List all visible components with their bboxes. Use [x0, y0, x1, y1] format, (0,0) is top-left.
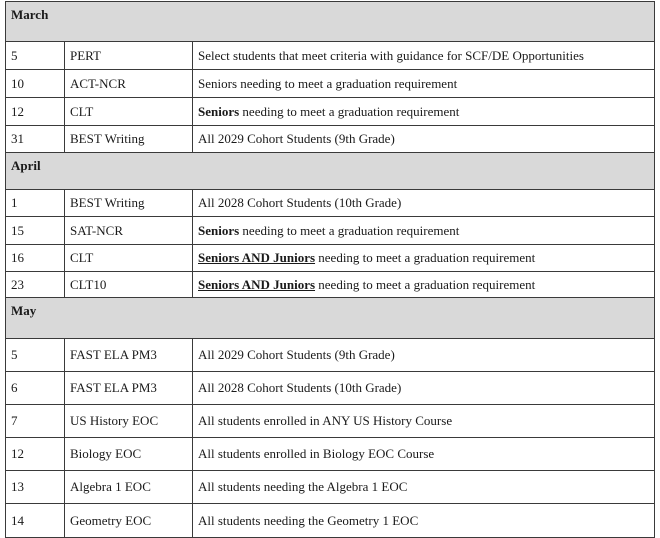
description-cell: All students needing the Algebra 1 EOC	[193, 471, 655, 504]
table-row	[6, 190, 655, 217]
test-cell: BEST Writing	[65, 126, 193, 153]
test-cell: SAT-NCR	[65, 217, 193, 245]
test-cell: CLT	[65, 245, 193, 272]
description-cell: All 2028 Cohort Students (10th Grade)	[193, 372, 655, 405]
description-emphasis: Seniors AND Juniors	[198, 276, 316, 292]
description-text: needing to meet a graduation requirement	[239, 103, 460, 119]
table-row	[6, 272, 655, 298]
date-cell: 16	[6, 245, 65, 272]
table-row	[6, 471, 655, 504]
month-label: May	[6, 298, 655, 339]
description-cell: All students enrolled in ANY US History Course	[193, 405, 655, 438]
table-row	[6, 42, 655, 70]
description-cell: Select students that meet criteria with guidance for SCF/DE Opportunities	[193, 42, 655, 70]
month-label: April	[6, 153, 655, 190]
test-cell: CLT	[65, 98, 193, 126]
table-row	[6, 98, 655, 126]
date-cell: 5	[6, 339, 65, 372]
test-cell: Algebra 1 EOC	[65, 471, 193, 504]
test-cell: CLT10	[65, 272, 193, 298]
date-cell: 1	[6, 190, 65, 217]
test-cell: US History EOC	[65, 405, 193, 438]
description-emphasis: Seniors AND Juniors	[198, 250, 316, 265]
description-cell	[193, 245, 655, 272]
month-header-row	[6, 298, 655, 339]
table-row	[6, 245, 655, 272]
description-cell	[193, 217, 655, 245]
description-text: needing to meet a graduation requirement	[239, 222, 460, 238]
table-row	[6, 126, 655, 153]
month-header-row	[6, 153, 655, 190]
month-header-row	[6, 2, 655, 42]
description-cell: All students needing the Geometry 1 EOC	[193, 504, 655, 538]
description-cell	[193, 98, 655, 126]
table-row	[6, 339, 655, 372]
date-cell: 6	[6, 372, 65, 405]
date-cell: 12	[6, 438, 65, 471]
testing-schedule-table	[5, 1, 655, 538]
date-cell: 13	[6, 471, 65, 504]
date-cell: 5	[6, 42, 65, 70]
table-row	[6, 405, 655, 438]
date-cell: 23	[6, 272, 65, 298]
date-cell: 14	[6, 504, 65, 538]
test-cell: PERT	[65, 42, 193, 70]
date-cell: 15	[6, 217, 65, 245]
test-cell: BEST Writing	[65, 190, 193, 217]
description-emphasis: Seniors	[198, 103, 240, 119]
description-cell: All 2029 Cohort Students (9th Grade)	[193, 126, 655, 153]
table-row	[6, 504, 655, 538]
table-row	[6, 70, 655, 98]
table-row	[6, 372, 655, 405]
date-cell: 12	[6, 98, 65, 126]
table-row	[6, 438, 655, 471]
description-text: needing to meet a graduation requirement	[315, 250, 536, 265]
description-cell: All 2029 Cohort Students (9th Grade)	[193, 339, 655, 372]
description-text: needing to meet a graduation requirement	[315, 276, 536, 292]
description-emphasis: Seniors	[198, 222, 240, 238]
table-row	[6, 217, 655, 245]
test-cell: ACT-NCR	[65, 70, 193, 98]
date-cell: 10	[6, 70, 65, 98]
month-label: March	[6, 2, 655, 42]
test-cell: Geometry EOC	[65, 504, 193, 538]
description-cell: All students enrolled in Biology EOC Course	[193, 438, 655, 471]
date-cell: 31	[6, 126, 65, 153]
test-cell: Biology EOC	[65, 438, 193, 471]
description-cell: Seniors needing to meet a graduation requirement	[193, 70, 655, 98]
test-cell: FAST ELA PM3	[65, 372, 193, 405]
description-cell: All 2028 Cohort Students (10th Grade)	[193, 190, 655, 217]
date-cell: 7	[6, 405, 65, 438]
description-cell	[193, 272, 655, 298]
test-cell: FAST ELA PM3	[65, 339, 193, 372]
